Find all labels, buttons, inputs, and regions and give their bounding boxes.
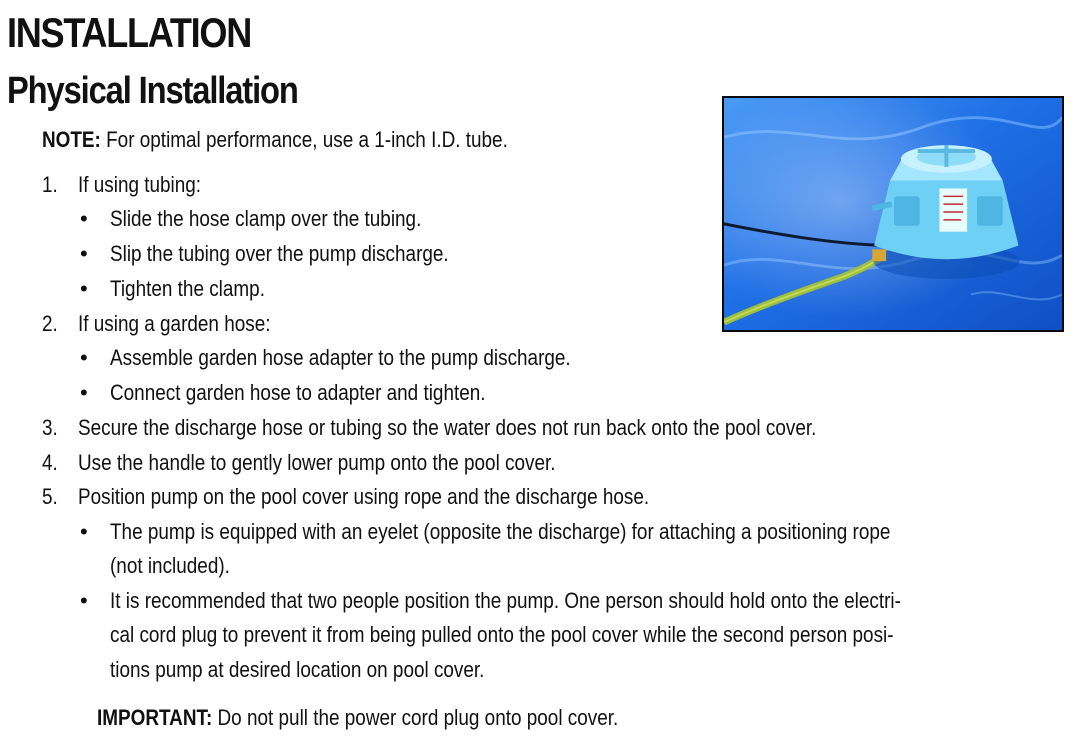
bullet-text: Slip the tubing over the pump discharge. [110, 241, 449, 266]
step-number: 2. [42, 311, 58, 336]
step-number: 5. [42, 484, 58, 509]
step-number: 3. [42, 415, 58, 440]
important-label: IMPORTANT: [97, 705, 213, 730]
pool-cover-pump-icon [724, 98, 1062, 330]
step-number: 1. [42, 172, 58, 197]
bullet-text: Tighten the clamp. [110, 276, 265, 301]
bullet-icon: • [80, 519, 88, 544]
important-text: Do not pull the power cord plug onto pool cover. [212, 705, 619, 730]
bullet-text: The pump is equipped with an eyelet (opposite the discharge) for attaching a positioning rope [110, 519, 891, 544]
important-notice [97, 703, 618, 733]
bullet-text-continued: cal cord plug to prevent it from being pulled onto the pool cover while the second person posi- [110, 622, 894, 647]
bullet-text-continued: (not included). [110, 553, 230, 578]
bullet-icon: • [80, 345, 88, 370]
step-text: If using tubing: [78, 172, 202, 197]
bullet-text-continued: tions pump at desired location on pool cover. [110, 657, 485, 682]
bullet-icon: • [80, 206, 88, 231]
section-title: Physical Installation [7, 70, 298, 112]
bullet-icon: • [80, 241, 88, 266]
bullet-text: Slide the hose clamp over the tubing. [110, 206, 422, 231]
page-title: INSTALLATION [7, 9, 252, 56]
step-text: If using a garden hose: [78, 311, 271, 336]
bullet-icon: • [80, 380, 88, 405]
bullet-icon: • [80, 588, 88, 613]
bullet-text: Connect garden hose to adapter and tighten. [110, 380, 486, 405]
note-label: NOTE: [42, 127, 101, 152]
bullet-text: It is recommended that two people position the pump. One person should hold onto the electri- [110, 588, 901, 613]
step-number: 4. [42, 450, 58, 475]
pump-photo [722, 96, 1064, 332]
bullet-icon: • [80, 276, 88, 301]
bullet-text: Assemble garden hose adapter to the pump discharge. [110, 345, 571, 370]
step-text: Use the handle to gently lower pump onto the pool cover. [78, 450, 556, 475]
note [42, 125, 508, 155]
step-text: Position pump on the pool cover using rope and the discharge hose. [78, 484, 650, 509]
note-text: For optimal performance, use a 1-inch I.D. tube. [100, 127, 508, 152]
step-text: Secure the discharge hose or tubing so the water does not run back onto the pool cover. [78, 415, 817, 440]
